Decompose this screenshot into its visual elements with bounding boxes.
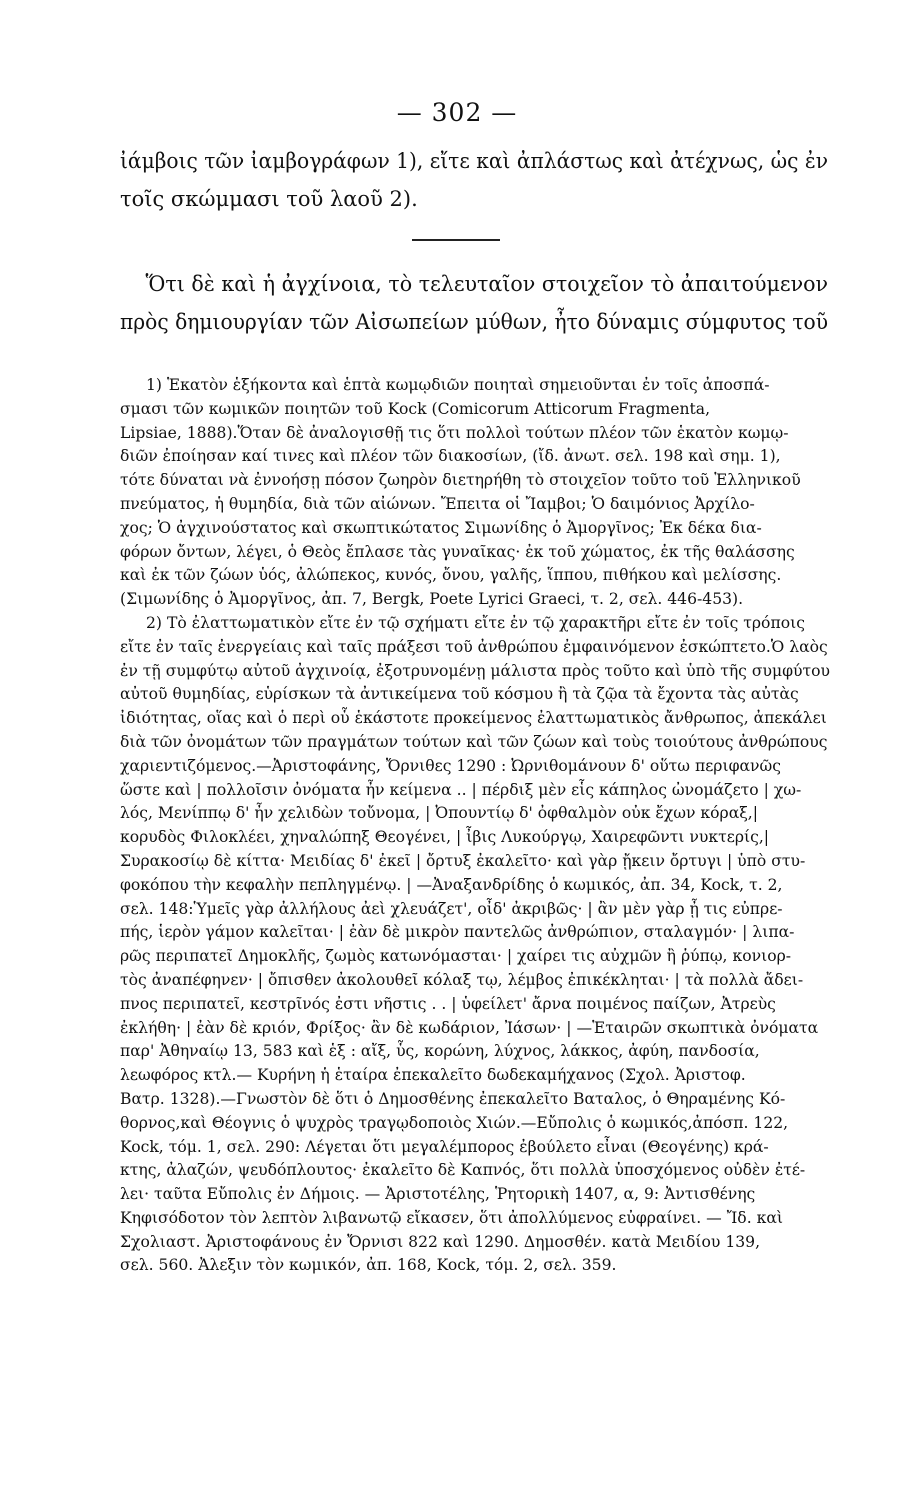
- footnote-line: ρῶς περιπατεῖ Δημοκλῆς, ζωμὸς κατωνόμασται· | χαίρει τις αὐχμῶν ἢ ῥύπῳ, κονιορ-: [120, 947, 792, 966]
- paragraph: [120, 265, 830, 341]
- text-line: πρὸς δημιουργίαν τῶν Αἰσωπείων μύθων, ἦτο δύναμις σύμφυτος τοῦ: [120, 310, 829, 334]
- footnote-line: σελ. 560. Ἀλεξιν τὸν κωμικόν, ἀπ. 168, Kock, τόμ. 2, σελ. 359.: [120, 1256, 617, 1275]
- footnote-line: Kock, τόμ. 1, σελ. 290: Λέγεται ὅτι μεγαλέμπορος ἐβούλετο εἶναι (Θεογένης) κρά-: [120, 1137, 769, 1156]
- page-number: — 302 —: [396, 98, 518, 127]
- footnote-line: ἐκλήθη· | ἐὰν δὲ κριόν, Φρίξος· ἂν δὲ κωδάριον, Ἰάσων· | —Ἑταιρῶν σκωπτικὰ ὀνόματα: [120, 1018, 819, 1037]
- footnote-line: πνος περιπατεῖ, κεστρῖνός ἐστι νῆστις . . | ὑφείλετ' ἄρνα ποιμένος παίζων, Ἀτρεὺς: [120, 994, 776, 1013]
- text-line: Ὅτι δὲ καὶ ἡ ἀγχίνοια, τὸ τελευταῖον στοιχεῖον τὸ ἀπαιτούμενον: [145, 272, 829, 296]
- footnote-line: φόρων ὄντων, λέγει, ὁ Θεὸς ἔπλασε τὰς γυναῖκας· ἐκ τοῦ χώματος, ἐκ τῆς θαλάσσης: [120, 542, 795, 561]
- footnote-line: λεωφόρος κτλ.— Κυρήνη ἡ ἑταίρα ἐπεκαλεῖτο δωδεκαμήχανος (Σχολ. Ἀριστοφ.: [120, 1066, 746, 1085]
- footnote-line: θορνος,καὶ Θέογνις ὁ ψυχρὸς τραγῳδοποιὸς Χιών.—Εὔπολις ὁ κωμικός,ἀπόσπ. 122,: [120, 1113, 789, 1132]
- footnotes: [120, 374, 832, 1278]
- footnote-line: τὸς ἀναπέφηνεν· | ὄπισθεν ἀκολουθεῖ κόλαξ τῳ, λέμβος ἐπικέκληται· | τὰ πολλὰ ἄδει-: [120, 970, 804, 989]
- footnote-line: χαριεντιζόμενος.—Ἀριστοφάνης, Ὄρνιθες 1290 : Ὠρνιθομάνουν δ' οὕτω περιφανῶς: [120, 756, 781, 775]
- footnote-line: διὰ τῶν ὀνομάτων τῶν πραγμάτων τούτων καὶ τῶν ζώων καὶ τοὺς τοιούτους ἀνθρώπους: [120, 732, 828, 751]
- footnote-line: σμασι τῶν κωμικῶν ποιητῶν τοῦ Kock (Comicorum Atticorum Fragmenta,: [120, 399, 711, 418]
- text-line: τοῖς σκώμμασι τοῦ λαοῦ 2).: [120, 187, 418, 211]
- footnote-line: 1) Ἑκατὸν ἑξήκοντα καὶ ἑπτὰ κωμῳδιῶν ποιηταὶ σημειοῦνται ἐν τοῖς ἀποσπά-: [146, 376, 770, 394]
- footnote-line: Συρακοσίῳ δὲ κίττα· Μειδίας δ' ἐκεῖ | ὄρτυξ ἐκαλεῖτο· καὶ γὰρ ᾔκειν ὄρτυγι | ὑπὸ στυ-: [120, 851, 806, 870]
- footnote-line: εἴτε ἐν ταῖς ἐνεργείαις καὶ ταῖς πράξεσι τοῦ ἀνθρώπου ἐμφαινόμενον ἐσκώπτετο.Ὁ λαὸς: [120, 637, 828, 656]
- footnote-line: λει· ταῦτα Εὔπολις ἐν Δήμοις. — Ἀριστοτέλης, Ῥητορικὴ 1407, α, 9: Ἀντισθένης: [120, 1185, 756, 1204]
- footnote-line: κορυδὸς Φιλοκλέει, χηναλώπηξ Θεογένει, | ἶβις Λυκούργῳ, Χαιρεφῶντι νυκτερίς,|: [120, 828, 770, 847]
- footnote-line: παρ' Ἀθηναίῳ 13, 583 καὶ ἑξ : αἴξ, ὗς, κορώνη, λύχνος, λάκκος, ἀφύη, πανδοσία,: [120, 1042, 760, 1061]
- footnote-line: φοκόπου τὴν κεφαλὴν πεπληγμένῳ. | —Ἀναξανδρίδης ὁ κωμικός, ἀπ. 34, Kock, τ. 2,: [120, 875, 783, 894]
- footnote-line: πνεύματος, ἡ θυμηδία, διὰ τῶν αἰώνων. Ἔπειτα οἱ Ἴαμβοι; Ὁ δαιμόνιος Ἀρχίλο-: [120, 494, 755, 513]
- footnote-line: ὥστε καὶ | πολλοῖσιν ὀνόματα ἦν κείμενα .. | πέρδιξ μὲν εἷς κάπηλος ὠνομάζετο | χω-: [120, 780, 802, 799]
- section-divider: [412, 239, 500, 241]
- footnote-line: (Σιμωνίδης ὁ Ἀμοργῖνος, ἀπ. 7, Bergk, Poete Lyrici Graeci, τ. 2, σελ. 446-453).: [120, 590, 744, 609]
- footnote-line: 2) Τὸ ἐλαττωματικὸν εἴτε ἐν τῷ σχήματι εἴτε ἐν τῷ χαρακτῆρι εἴτε ἐν τοῖς τρόποις: [146, 613, 805, 632]
- footnote-line: ἰδιότητας, οἵας καὶ ὁ περὶ οὗ ἑκάστοτε προκείμενος ἐλαττωματικὸς ἄνθρωπος, ἀπεκάλει: [120, 709, 827, 728]
- footnote-line: σελ. 148:Ὑμεῖς γὰρ ἀλλήλους ἀεὶ χλευάζετ', οἶδ' ἀκριβῶς· | ἂν μὲν γὰρ ᾖ τις εὐπρε-: [120, 899, 783, 918]
- footnote-line: κτης, ἀλαζών, ψευδόπλουτος· ἐκαλεῖτο δὲ Καπνός, ὅτι πολλὰ ὑποσχόμενος οὐδὲν ἐτέ-: [120, 1161, 806, 1180]
- footnote-line: αὐτοῦ θυμηδίας, εὑρίσκων τὰ ἀντικείμενα τοῦ κόσμου ἢ τὰ ζῷα τὰ ἔχοντα τὰς αὐτὰς: [120, 685, 799, 704]
- footnote-line: λός, Μενίππῳ δ' ἦν χελιδὼν τοὔνομα, | Ὀπουντίῳ δ' ὀφθαλμὸν οὐκ ἔχων κόραξ,|: [120, 804, 759, 823]
- footnote-line: Κηφισόδοτον τὸν λεπτὸν λιβανωτῷ εἴκασεν, ὅτι ἀπολλύμενος εὐφραίνει. — Ἴδ. καὶ: [120, 1208, 784, 1227]
- footnote-line: Βατρ. 1328).—Γνωστὸν δὲ ὅτι ὁ Δημοσθένης ἐπεκαλεῖτο Βαταλος, ὁ Θηραμένης Κό-: [120, 1089, 786, 1108]
- paragraph-continuation: [120, 142, 830, 218]
- footnote-line: καὶ ἐκ τῶν ζώων ὑός, ἀλώπεκος, κυνός, ὄνου, γαλῆς, ἵππου, πιθήκου καὶ μελίσσης.: [120, 566, 782, 585]
- footnote-line: πής, ἱερὸν γάμον καλεῖται· | ἐὰν δὲ μικρὸν παντελῶς ἀνθρώπιον, σταλαγμόν· | λιπα-: [120, 923, 795, 942]
- footnote-line: Lipsiae, 1888).Ὅταν δὲ ἀναλογισθῇ τις ὅτι πολλοὶ τούτων πλέον τῶν ἑκατὸν κωμῳ-: [120, 423, 789, 442]
- footnote-line: χος; Ὁ ἀγχινούστατος καὶ σκωπτικώτατος Σιμωνίδης ὁ Ἀμοργῖνος; Ἐκ δέκα δια-: [120, 518, 762, 537]
- footnote-line: διῶν ἐποίησαν καί τινες καὶ πλέον τῶν διακοσίων, (ἴδ. ἀνωτ. σελ. 198 καὶ σημ. 1),: [120, 447, 781, 466]
- footnote-line: ἐν τῇ συμφύτῳ αὐτοῦ ἀγχινοίᾳ, ἐξοτρυνομένῃ μάλιστα πρὸς τοῦτο καὶ ὑπὸ τῆς συμφύτου: [120, 661, 831, 680]
- text-line: ἰάμβοις τῶν ἰαμβογράφων 1), εἴτε καὶ ἀπλάστως καὶ ἀτέχνως, ὡς ἐν: [120, 149, 829, 173]
- footnote-line: τότε δύναται νὰ ἐννοήσῃ πόσον ζωηρὸν διετηρήθη τὸ στοιχεῖον τοῦτο τοῦ Ἑλληνικοῦ: [120, 471, 801, 490]
- footnote-line: Σχολιαστ. Ἀριστοφάνους ἐν Ὄρνισι 822 καὶ 1290. Δημοσθέν. κατὰ Μειδίου 139,: [120, 1232, 761, 1251]
